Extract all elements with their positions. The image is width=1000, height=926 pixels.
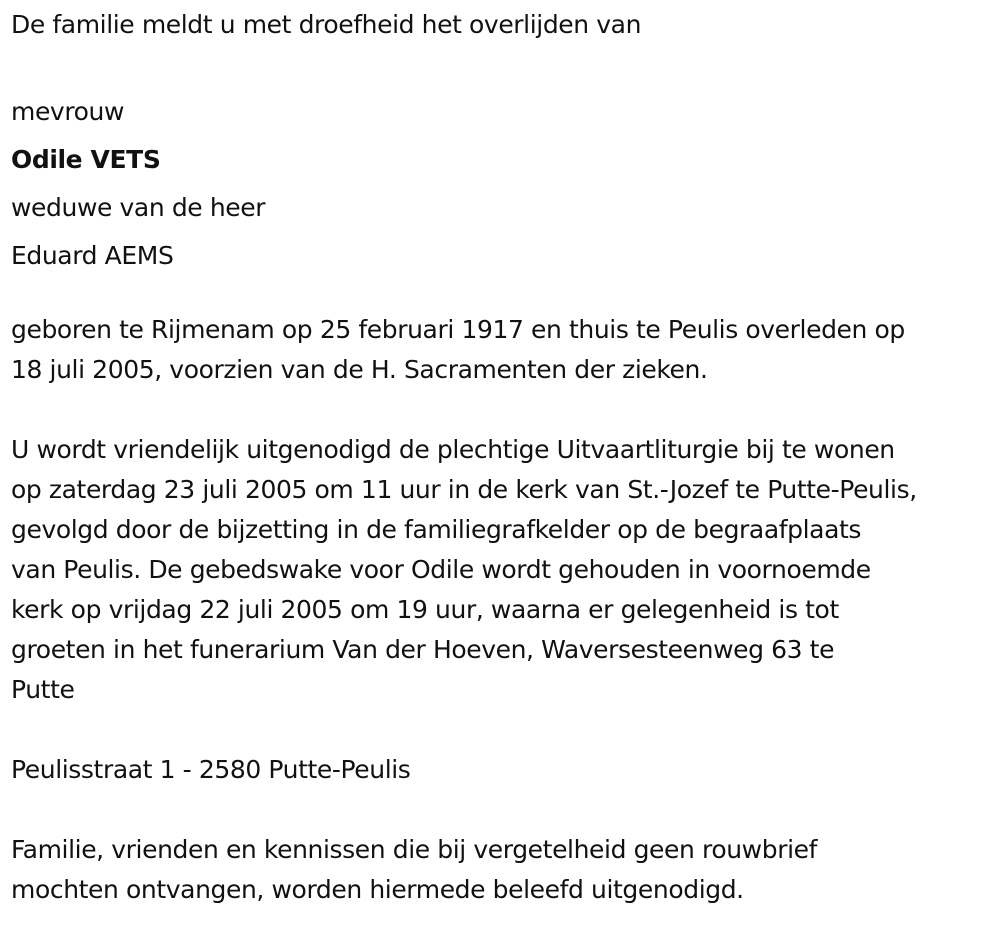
paragraph-line: van Peulis. De gebedswake voor Odile wordt gehouden in voornoemde: [11, 555, 871, 584]
paragraph-line: 18 juli 2005, voorzien van de H. Sacramenten der zieken.: [11, 355, 708, 384]
spacer: [11, 790, 988, 830]
address-text: Peulisstraat 1 - 2580 Putte-Peulis: [11, 755, 411, 784]
intro-text: De familie meldt u met droefheid het overlijden van: [11, 10, 642, 39]
address-line: [11, 750, 988, 790]
salutation: mevrouw: [11, 97, 125, 126]
relation-text: weduwe van de heer: [11, 193, 266, 222]
paragraph-line: kerk op vrijdag 22 juli 2005 om 19 uur, waarna er gelegenheid is tot: [11, 595, 839, 624]
paragraph-line: Putte: [11, 675, 75, 704]
closing-paragraph: [11, 830, 988, 910]
spacer: [11, 710, 988, 750]
deceased-name: Odile VETS: [11, 145, 161, 174]
paragraph-line: gevolgd door de bijzetting in de familiegrafkelder op de begraafplaats: [11, 515, 862, 544]
birth-death-paragraph: [11, 310, 988, 390]
paragraph-line: mochten ontvangen, worden hiermede beleefd uitgenodigd.: [11, 875, 744, 904]
paragraph-line: groeten in het funerarium Van der Hoeven, Waversesteenweg 63 te: [11, 635, 835, 664]
spouse-name: Eduard AEMS: [11, 241, 174, 270]
paragraph-line: Familie, vrienden en kennissen die bij vergetelheid geen rouwbrief: [11, 835, 817, 864]
paragraph-line: geboren te Rijmenam op 25 februari 1917 en thuis te Peulis overleden op: [11, 315, 905, 344]
invitation-paragraph: [11, 430, 988, 710]
paragraph-line: op zaterdag 23 juli 2005 om 11 uur in de kerk van St.-Jozef te Putte-Peulis,: [11, 475, 917, 504]
spacer: [11, 280, 988, 310]
spacer: [11, 390, 988, 430]
paragraph-line: U wordt vriendelijk uitgenodigd de plechtige Uitvaartliturgie bij te wonen: [11, 435, 895, 464]
